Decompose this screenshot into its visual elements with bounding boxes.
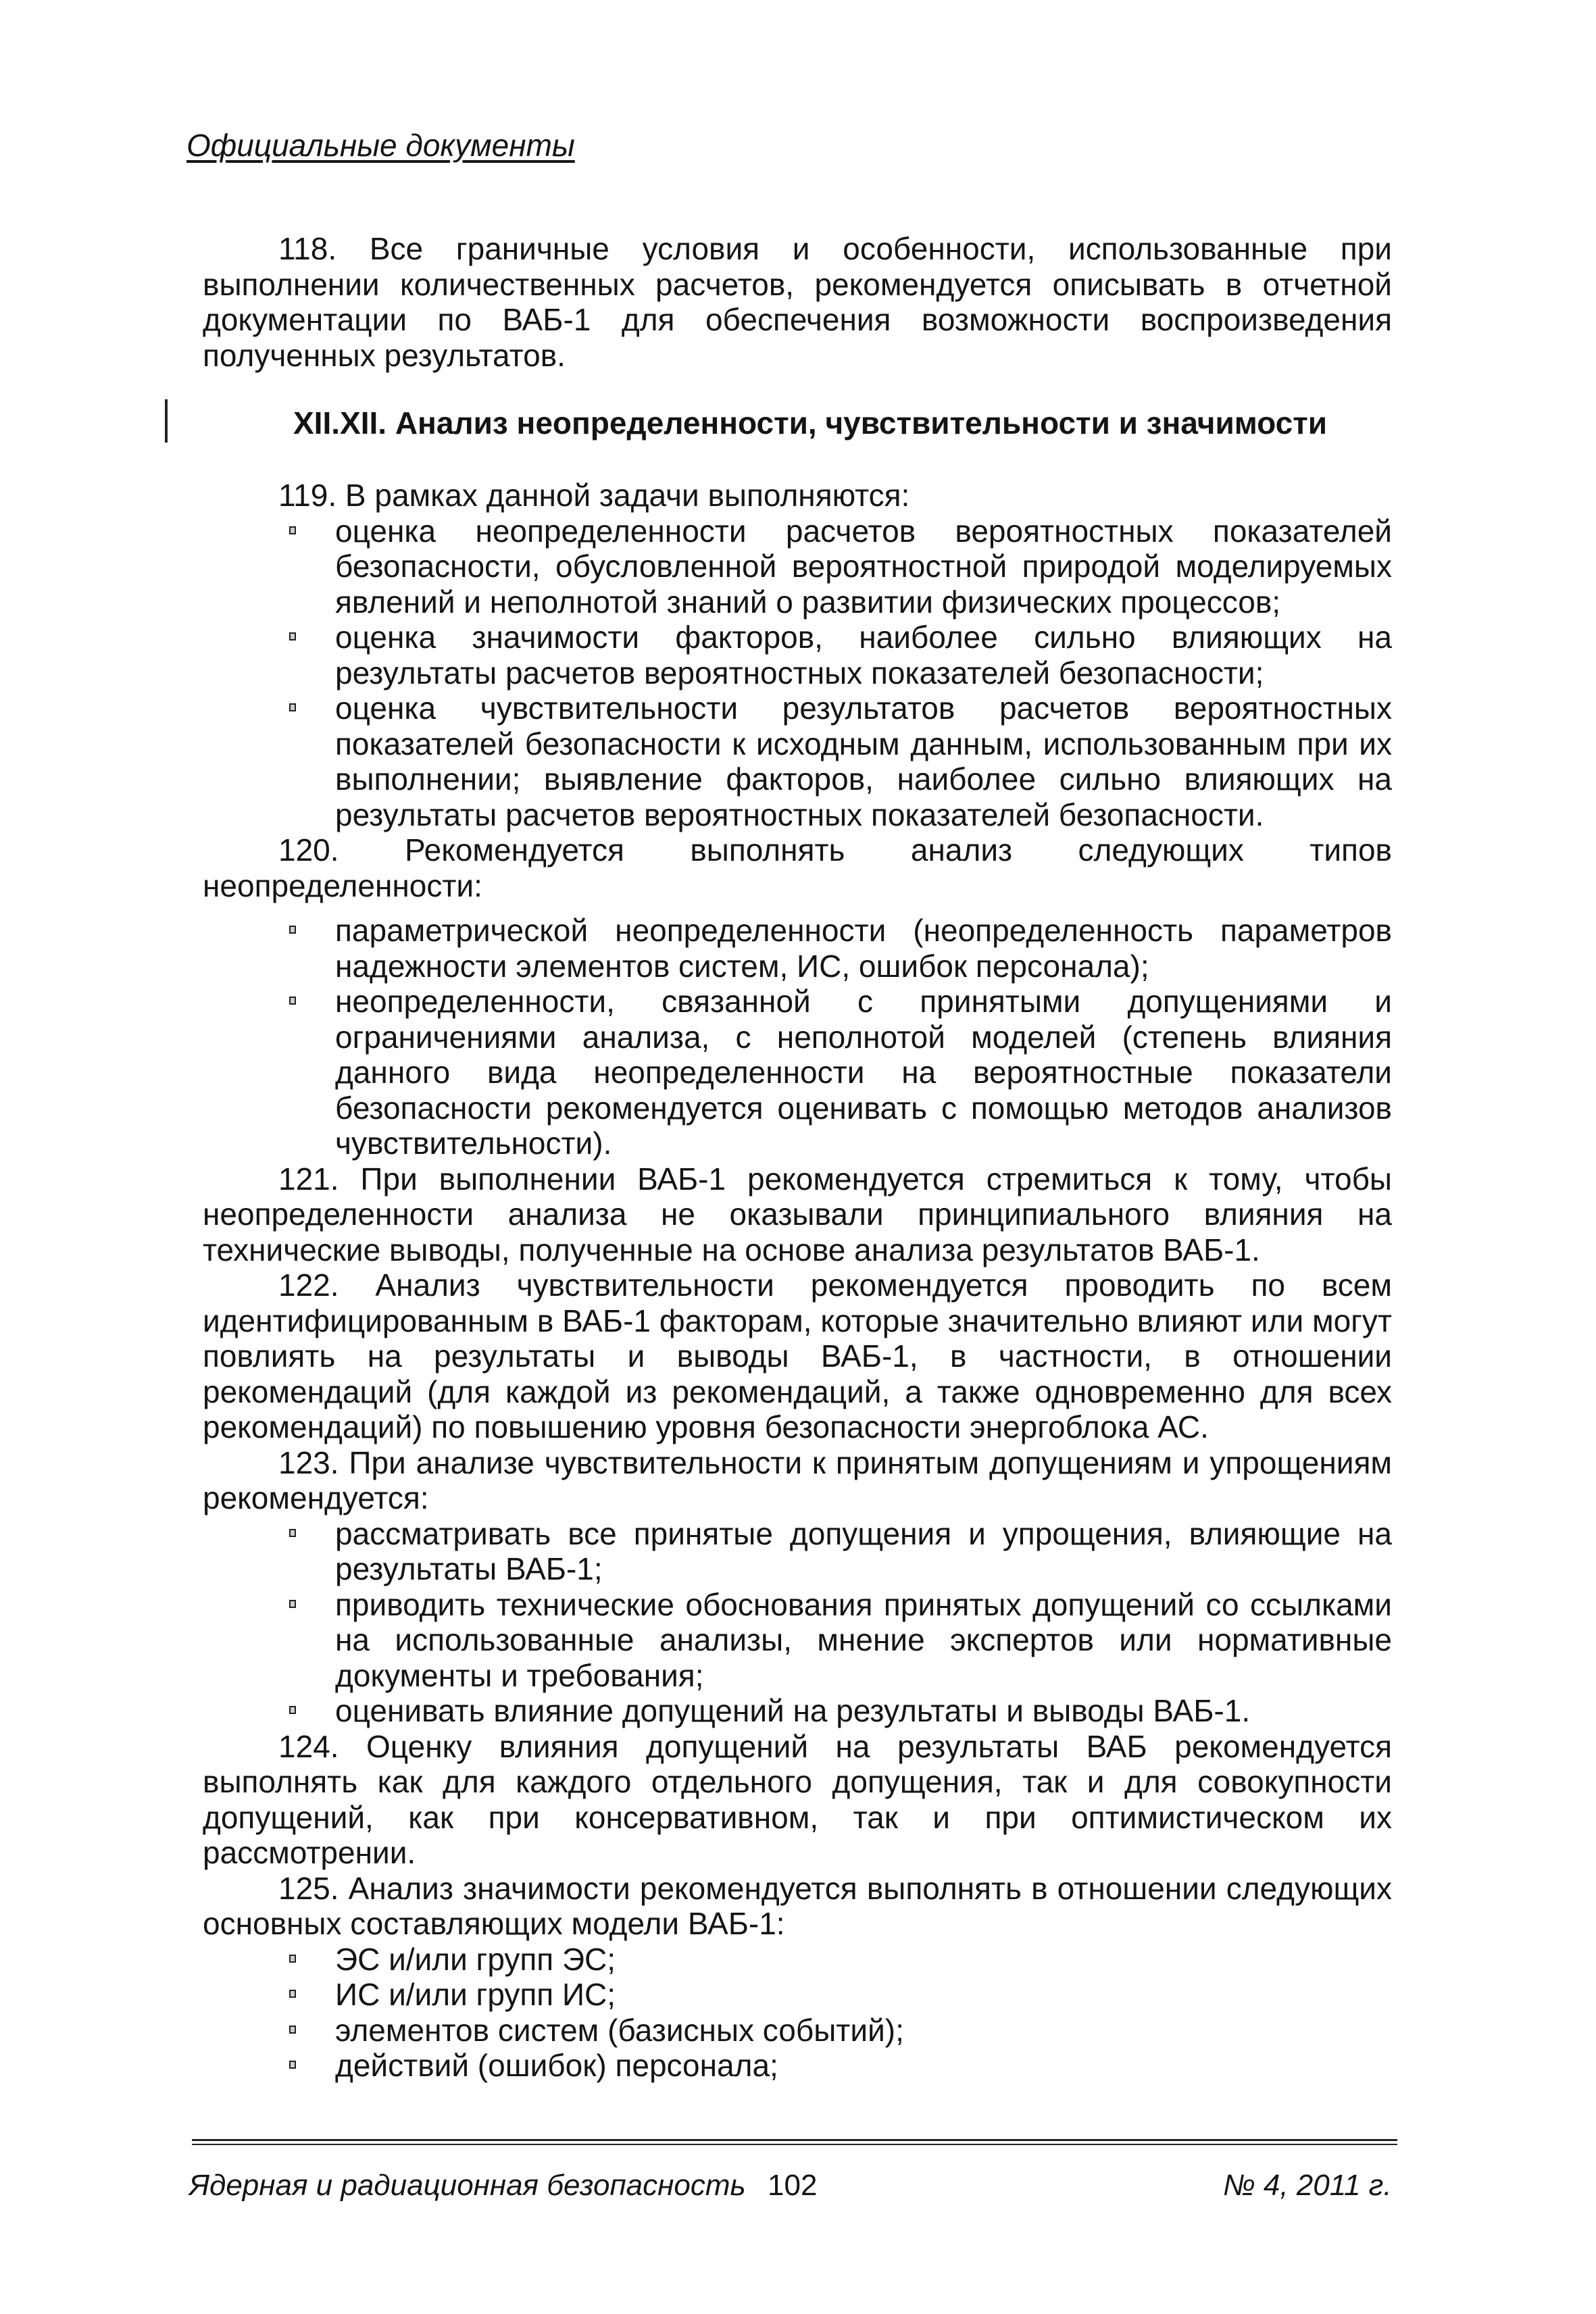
list-item: неопределенности, связанной с принятыми допущениями и ограничениями анализа, с неполнотой моделей (степень влияния данного вида неопределенности на вероятностные показатели безопасности рекомендуется оценивать с помощью методов анализов чувствительности). [203, 984, 1392, 1161]
revision-bar [165, 399, 168, 443]
page-number: 102 [768, 2169, 818, 2202]
bullet-icon [289, 703, 296, 711]
bullet-icon [289, 1600, 296, 1608]
list-item: оценка неопределенности расчетов вероятностных показателей безопасности, обусловленной вероятностной природой моделируемых явлений и неполнотой знаний о развитии физических процессов; [203, 513, 1392, 620]
paragraph-120: 120. Рекомендуется выполнять анализ следующих типов неопределенности: [203, 832, 1392, 903]
list-item: приводить технические обоснования принятых допущений со ссылками на использованные анализы, мнение экспертов или нормативные документы и требования; [203, 1587, 1392, 1694]
list-item: оценивать влияние допущений на результаты и выводы ВАБ-1. [203, 1693, 1392, 1729]
document-body [203, 231, 1392, 2084]
paragraph-122: 122. Анализ чувствительности рекомендуется проводить по всем идентифицированным в ВАБ-1 факторам, которые значительно влияют или могут повлиять на результаты и выводы ВАБ-1, в частности, в отношении рекомендаций (для каждой из рекомендаций, а также одновременно для всех рекомендаций) по повышению уровня безопасности энергоблока АС. [203, 1267, 1392, 1444]
footer-journal-title: Ядерная и радиационная безопасность [189, 2169, 746, 2202]
bullet-icon [289, 2061, 296, 2069]
bullet-icon [289, 2026, 296, 2034]
list-item: оценка значимости факторов, наиболее сильно влияющих на результаты расчетов вероятностных показателей безопасности; [203, 620, 1392, 690]
list-119 [203, 513, 1392, 833]
bullet-icon [289, 1706, 296, 1714]
footer-rule-secondary [192, 2144, 1397, 2145]
bullet-icon [289, 1529, 296, 1537]
list-125 [203, 1942, 1392, 2084]
list-item: оценка чувствительности результатов расчетов вероятностных показателей безопасности к исходным данным, использованным при их выполнении; выявление факторов, наиболее сильно влияющих на результаты расчетов вероятностных показателей безопасности. [203, 690, 1392, 832]
bullet-icon [289, 526, 296, 534]
section-heading [203, 405, 1392, 441]
list-item: ЭС и/или групп ЭС; [203, 1942, 1392, 1978]
list-123 [203, 1516, 1392, 1729]
list-120 [203, 913, 1392, 1161]
list-item: элементов систем (базисных событий); [203, 2013, 1392, 2048]
bullet-icon [289, 632, 296, 640]
paragraph-123: 123. При анализе чувствительности к принятым допущениям и упрощениям рекомендуется: [203, 1444, 1392, 1515]
list-item: параметрической неопределенности (неопределенность параметров надежности элементов систем, ИС, ошибок персонала); [203, 913, 1392, 984]
paragraph-121: 121. При выполнении ВАБ-1 рекомендуется стремиться к тому, чтобы неопределенности анализа не оказывали принципиального влияния на технические выводы, полученные на основе анализа результатов ВАБ-1. [203, 1161, 1392, 1267]
footer-rule [192, 2139, 1397, 2141]
list-item: рассматривать все принятые допущения и упрощения, влияющие на результаты ВАБ-1; [203, 1516, 1392, 1587]
bullet-icon [289, 1990, 296, 1998]
paragraph-125: 125. Анализ значимости рекомендуется выполнять в отношении следующих основных составляющих модели ВАБ-1: [203, 1870, 1392, 1941]
bullet-icon [289, 1955, 296, 1963]
bullet-icon [289, 926, 296, 934]
paragraph-118: 118. Все граничные условия и особенности, использованные при выполнении количественных расчетов, рекомендуется описывать в отчетной документации по ВАБ-1 для обеспечения возможности воспроизведения полученных результатов. [203, 231, 1392, 373]
section-heading-text: XII.XII. Анализ неопределенности, чувствительности и значимости [293, 405, 1328, 441]
list-item: действий (ошибок) персонала; [203, 2048, 1392, 2084]
list-item: ИС и/или групп ИС; [203, 1977, 1392, 2013]
paragraph-124: 124. Оценку влияния допущений на результаты ВАБ рекомендуется выполнять как для каждого отдельного допущения, так и для совокупности допущений, как при консервативном, так и при оптимистическом их рассмотрении. [203, 1728, 1392, 1870]
paragraph-119: 119. В рамках данной задачи выполняются: [278, 478, 910, 513]
running-header: Официальные документы [186, 128, 575, 163]
footer-issue: № 4, 2011 г. [1223, 2169, 1392, 2202]
bullet-icon [289, 997, 296, 1005]
